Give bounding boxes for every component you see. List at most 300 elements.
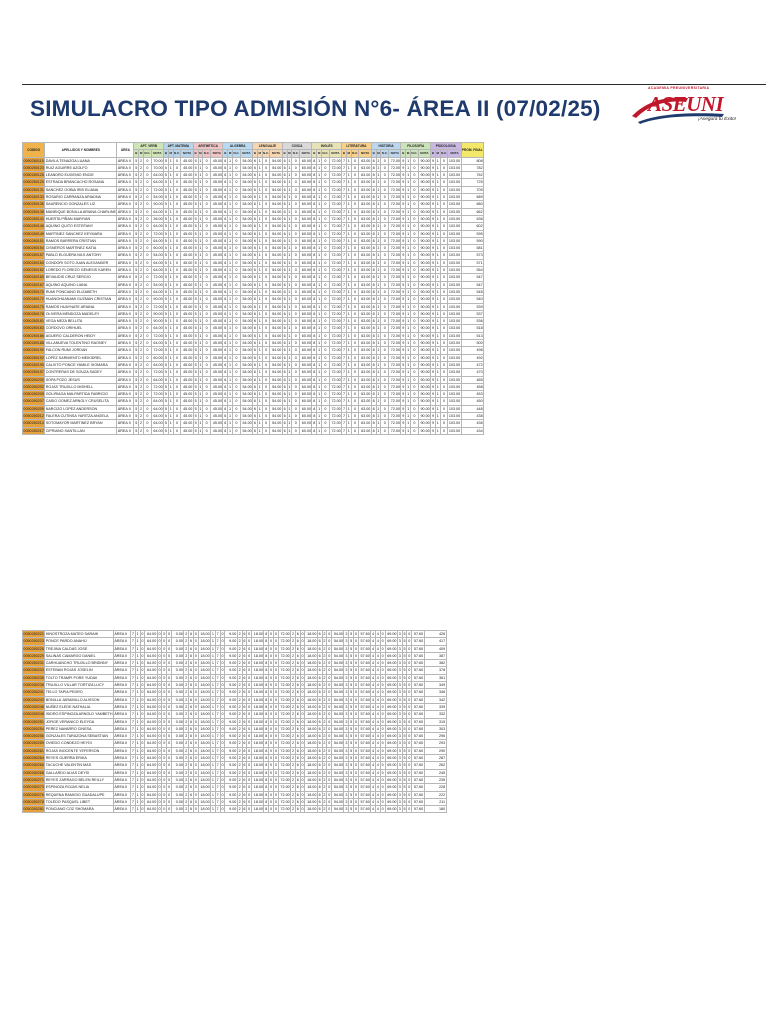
subject-count: 5 bbox=[403, 697, 406, 702]
subject-count: 0 bbox=[411, 245, 419, 252]
student-area: ÁREA II bbox=[117, 369, 134, 376]
subject-count: 0 bbox=[411, 420, 419, 427]
subject-count: 6 bbox=[224, 209, 227, 214]
final-score: 262 bbox=[424, 762, 446, 769]
subject-score: 9.00 bbox=[225, 755, 237, 762]
subject-count: 0 bbox=[381, 807, 384, 812]
subject-count: 0 bbox=[203, 208, 211, 215]
subject-count: 0 bbox=[411, 369, 419, 376]
subject-count: 0 bbox=[354, 799, 357, 804]
subject-count: 6 bbox=[224, 289, 227, 294]
subject-count: 0 bbox=[194, 704, 197, 709]
subject-count: 0 bbox=[143, 259, 151, 266]
subject-count: 6 bbox=[283, 392, 286, 397]
subject-count: 0 bbox=[232, 274, 240, 281]
subject-count: 1 bbox=[318, 421, 321, 426]
subject-count: 1 bbox=[136, 697, 139, 702]
final-score: 492 bbox=[461, 354, 484, 361]
subject-count: 0 bbox=[158, 734, 161, 739]
subject-count: 6 bbox=[283, 158, 286, 163]
subject-count: 1 bbox=[136, 785, 139, 790]
subject-count: 1 bbox=[229, 348, 232, 353]
subject-score: 63.00 bbox=[359, 267, 371, 274]
final-score: 808 bbox=[461, 157, 484, 164]
subject-count: 6 bbox=[253, 253, 256, 258]
subject-count: 7 bbox=[216, 770, 219, 775]
subject-count: 0 bbox=[381, 427, 389, 434]
subject-count: 6 bbox=[253, 428, 256, 433]
subject-count: 0 bbox=[143, 186, 151, 193]
subject-count: 0 bbox=[143, 376, 151, 383]
subject-score: 57.60 bbox=[412, 631, 424, 638]
subject-count: 0 bbox=[221, 690, 224, 695]
subject-count: 7 bbox=[216, 726, 219, 731]
subject-score: 18.00 bbox=[305, 740, 317, 747]
subject-count: 7 bbox=[342, 231, 345, 236]
subject-score: 64.00 bbox=[151, 208, 163, 215]
subject-count: 1 bbox=[377, 377, 380, 382]
subject-count: 1 bbox=[211, 668, 214, 673]
subject-count: 7 bbox=[216, 675, 219, 680]
subject-count: 1 bbox=[288, 268, 291, 273]
subject-count: 0 bbox=[381, 245, 389, 252]
subject-score: 0.00 bbox=[172, 725, 184, 732]
subject-count: 0 bbox=[440, 194, 448, 201]
student-area: ÁREA II bbox=[117, 420, 134, 427]
subject-count: 1 bbox=[377, 216, 380, 221]
subject-score: 54.00 bbox=[332, 740, 344, 747]
subject-count: 8 bbox=[372, 158, 375, 163]
student-code: 0050280170 bbox=[23, 289, 44, 294]
subject-count: 0 bbox=[262, 201, 270, 208]
subject-count: 0 bbox=[354, 661, 357, 666]
student-name: ROSARIO CARRANZA ARIADNA bbox=[45, 194, 117, 201]
subject-count: 5 bbox=[194, 428, 197, 433]
subject-count: 0 bbox=[328, 690, 331, 695]
subject-count: 0 bbox=[274, 807, 277, 812]
subject-count: 0 bbox=[351, 194, 359, 201]
subject-count: 3 bbox=[398, 799, 401, 804]
header-sub-column: M bbox=[199, 151, 202, 156]
subject-count: 2 bbox=[140, 238, 143, 243]
subject-count: 1 bbox=[211, 756, 214, 761]
subject-score: 90.00 bbox=[418, 230, 430, 237]
subject-count: 0 bbox=[292, 288, 300, 295]
subject-count: 0 bbox=[381, 347, 389, 354]
subject-count: 7 bbox=[216, 697, 219, 702]
subject-count: 5 bbox=[403, 807, 406, 812]
subject-count: 7 bbox=[342, 341, 345, 346]
subject-score: 54.00 bbox=[240, 245, 252, 252]
subject-score: 64.00 bbox=[145, 674, 157, 681]
student-area: ÁREA II bbox=[113, 638, 130, 645]
subject-count: 3 bbox=[398, 683, 401, 688]
subject-score: 45.00 bbox=[211, 237, 223, 244]
student-area: ÁREA II bbox=[117, 208, 134, 215]
subject-count: 7 bbox=[216, 712, 219, 717]
subject-count: 6 bbox=[189, 632, 193, 636]
subject-count: 6 bbox=[296, 653, 299, 658]
subject-score: 60.00 bbox=[151, 354, 163, 361]
subject-score: 63.00 bbox=[359, 340, 371, 347]
subject-count: 1 bbox=[407, 355, 410, 360]
subject-count: 2 bbox=[185, 756, 188, 761]
subject-count: 0 bbox=[354, 807, 357, 812]
subject-count: 7 bbox=[216, 741, 219, 746]
subject-count: 6 bbox=[224, 413, 227, 418]
student-code: 0050280183 bbox=[23, 326, 44, 331]
subject-count: 0 bbox=[248, 756, 251, 761]
subject-count: 1 bbox=[211, 734, 214, 739]
header-sub-column: N.C. bbox=[441, 151, 448, 156]
subject-score: 18.00 bbox=[198, 703, 210, 710]
subject-score: 54.00 bbox=[270, 230, 282, 237]
subject-count: 6 bbox=[253, 384, 256, 389]
subject-count: 1 bbox=[258, 216, 261, 221]
subject-count: 1 bbox=[347, 268, 350, 273]
subject-score: 54.00 bbox=[332, 776, 344, 783]
subject-score: 9.00 bbox=[225, 733, 237, 740]
subject-count: 5 bbox=[194, 209, 197, 214]
subject-count: 0 bbox=[203, 237, 211, 244]
subject-count: 4 bbox=[376, 646, 379, 651]
subject-count: 0 bbox=[274, 770, 277, 775]
subject-count: 2 bbox=[140, 282, 143, 287]
subject-score: 45.00 bbox=[211, 252, 223, 259]
subject-count: 0 bbox=[203, 325, 211, 332]
subject-score: 45.00 bbox=[181, 332, 193, 339]
subject-count: 6 bbox=[189, 675, 193, 680]
subject-count: 2 bbox=[140, 421, 143, 426]
subject-count: 6 bbox=[243, 683, 246, 688]
subject-count: 8 bbox=[313, 348, 316, 353]
subject-count: 0 bbox=[322, 281, 330, 288]
subject-count: 0 bbox=[322, 230, 330, 237]
subject-count: 0 bbox=[232, 215, 240, 222]
subject-count: 4 bbox=[376, 675, 379, 680]
subject-count: 1 bbox=[258, 209, 261, 214]
subject-count: 1 bbox=[288, 238, 291, 243]
subject-count: 7 bbox=[342, 399, 345, 404]
table-row bbox=[23, 318, 484, 325]
subject-score: 54.00 bbox=[240, 208, 252, 215]
subject-count: 4 bbox=[372, 712, 375, 717]
subject-count: 0 bbox=[158, 763, 161, 768]
subject-count: 5 bbox=[135, 187, 138, 192]
subject-score: 72.00 bbox=[278, 631, 290, 638]
subject-count: 0 bbox=[173, 412, 181, 419]
subject-count: 0 bbox=[440, 208, 448, 215]
subject-count: 0 bbox=[292, 391, 300, 398]
subject-score: 60.00 bbox=[300, 186, 312, 193]
subject-score: 57.60 bbox=[412, 696, 424, 703]
header-sub-column: M bbox=[139, 151, 143, 156]
student-area: ÁREA II bbox=[117, 412, 134, 419]
subject-score: 69.00 bbox=[385, 747, 397, 754]
subject-count: 1 bbox=[169, 224, 172, 229]
subject-score: 54.00 bbox=[332, 682, 344, 689]
subject-count: 1 bbox=[288, 224, 291, 229]
subject-score: 45.00 bbox=[211, 259, 223, 266]
subject-count: 0 bbox=[351, 310, 359, 317]
subject-count: 0 bbox=[194, 777, 197, 782]
subject-count: 0 bbox=[232, 164, 240, 171]
subject-count: 8 bbox=[372, 370, 375, 375]
subject-count: 0 bbox=[351, 405, 359, 412]
subject-count: 1 bbox=[347, 341, 350, 346]
subject-count: 0 bbox=[351, 179, 359, 186]
subject-count: 1 bbox=[288, 165, 291, 170]
subject-score: 103.00 bbox=[448, 216, 461, 221]
subject-count: 0 bbox=[163, 770, 166, 775]
subject-count: 0 bbox=[440, 223, 448, 230]
subject-count: 0 bbox=[322, 332, 330, 339]
subject-count: 0 bbox=[173, 405, 181, 412]
subject-score: 18.00 bbox=[198, 682, 210, 689]
table-row bbox=[23, 347, 484, 354]
subject-score: 45.00 bbox=[181, 172, 193, 179]
subject-count: 1 bbox=[407, 326, 410, 331]
subject-count: 0 bbox=[328, 799, 331, 804]
subject-count: 0 bbox=[381, 318, 389, 325]
subject-count: 1 bbox=[136, 661, 139, 666]
subject-count: 3 bbox=[398, 704, 401, 709]
subject-count: 2 bbox=[185, 704, 188, 709]
subject-count: 5 bbox=[403, 690, 406, 695]
subject-count: 5 bbox=[194, 282, 197, 287]
subject-count: 1 bbox=[318, 180, 321, 185]
final-score: 547 bbox=[461, 281, 484, 288]
subject-score: 45.00 bbox=[181, 383, 193, 390]
table-row bbox=[23, 645, 447, 652]
subject-count: 2 bbox=[185, 697, 188, 702]
subject-score: 60.00 bbox=[300, 332, 312, 339]
subject-score: 57.60 bbox=[412, 798, 424, 805]
subject-count: 5 bbox=[164, 224, 167, 229]
subject-count: 1 bbox=[288, 399, 291, 404]
subject-score: 60.00 bbox=[300, 281, 312, 288]
subject-count: 8 bbox=[313, 341, 316, 346]
subject-count: 6 bbox=[243, 785, 246, 790]
subject-score: 0.00 bbox=[172, 776, 184, 783]
student-code: 0050280217 bbox=[23, 428, 44, 433]
subject-count: 0 bbox=[274, 675, 277, 680]
subject-count: 3 bbox=[398, 690, 401, 695]
subject-count: 0 bbox=[262, 237, 270, 244]
subject-count: 0 bbox=[168, 726, 171, 731]
subject-score: 60.00 bbox=[300, 398, 312, 405]
subject-count: 5 bbox=[194, 268, 197, 273]
subject-count: 1 bbox=[169, 158, 172, 163]
subject-count: 2 bbox=[323, 763, 326, 768]
subject-count: 9 bbox=[402, 304, 405, 309]
subject-count: 0 bbox=[232, 383, 240, 390]
subject-count: 8 bbox=[372, 165, 375, 170]
subject-count: 4 bbox=[372, 675, 375, 680]
subject-count: 0 bbox=[292, 398, 300, 405]
subject-count: 1 bbox=[199, 297, 202, 302]
subject-count: 1 bbox=[136, 719, 139, 724]
subject-count: 1 bbox=[436, 384, 439, 389]
table-row bbox=[23, 755, 447, 762]
subject-count: 2 bbox=[323, 704, 326, 709]
subject-count: 6 bbox=[243, 639, 246, 644]
subject-count: 0 bbox=[163, 756, 166, 761]
subject-score: 45.00 bbox=[211, 376, 223, 383]
subject-count: 3 bbox=[345, 639, 348, 644]
subject-count: 1 bbox=[169, 165, 172, 170]
subject-count: 0 bbox=[440, 179, 448, 186]
subject-count: 0 bbox=[168, 785, 171, 790]
subject-count: 8 bbox=[372, 297, 375, 302]
subject-count: 6 bbox=[224, 304, 227, 309]
subject-count: 1 bbox=[347, 289, 350, 294]
subject-count: 0 bbox=[168, 741, 171, 746]
subject-count: 3 bbox=[398, 646, 401, 651]
subject-count: 0 bbox=[440, 164, 448, 171]
subject-count: 6 bbox=[224, 370, 227, 375]
subject-count: 1 bbox=[199, 253, 202, 258]
subject-count: 5 bbox=[403, 799, 406, 804]
subject-score: 72.00 bbox=[151, 347, 163, 354]
subject-count: 4 bbox=[372, 748, 375, 753]
subject-count: 1 bbox=[211, 799, 214, 804]
subject-count: 0 bbox=[168, 683, 171, 688]
subject-count: 3 bbox=[398, 639, 401, 644]
subject-count: 7 bbox=[131, 697, 134, 702]
subject-count: 1 bbox=[199, 406, 202, 411]
subject-count: 0 bbox=[381, 383, 389, 390]
subject-count: 1 bbox=[407, 165, 410, 170]
subject-count: 0 bbox=[381, 208, 389, 215]
subject-count: 0 bbox=[143, 296, 151, 303]
subject-score: 54.00 bbox=[332, 733, 344, 740]
subject-count: 0 bbox=[270, 668, 273, 673]
subject-score: 72.00 bbox=[329, 215, 341, 222]
subject-count: 0 bbox=[158, 807, 161, 812]
header-row-subjects bbox=[23, 143, 484, 150]
subject-count: 0 bbox=[173, 259, 181, 266]
student-code: 0050280209 bbox=[23, 406, 44, 411]
subject-count: 0 bbox=[248, 668, 251, 673]
subject-count: 0 bbox=[292, 237, 300, 244]
subject-score: 45.00 bbox=[211, 391, 223, 398]
subject-count: 1 bbox=[288, 319, 291, 324]
subject-count: 6 bbox=[253, 333, 256, 338]
subject-count: 8 bbox=[313, 406, 316, 411]
subject-count: 6 bbox=[283, 238, 286, 243]
subject-score: 18.00 bbox=[198, 762, 210, 769]
subject-count: 0 bbox=[168, 719, 171, 724]
subject-count: 6 bbox=[253, 362, 256, 367]
subject-count: 9 bbox=[431, 180, 435, 185]
subject-count: 7 bbox=[342, 326, 345, 331]
subject-score: 72.00 bbox=[278, 806, 290, 813]
subject-score: 72.00 bbox=[389, 164, 401, 171]
subject-count: 0 bbox=[440, 157, 448, 164]
subject-count: 0 bbox=[408, 792, 411, 797]
subject-count: 6 bbox=[283, 260, 286, 265]
subject-score: 72.00 bbox=[329, 412, 341, 419]
header-subject: FILOSOFÍA bbox=[401, 143, 431, 150]
subject-count: 1 bbox=[377, 238, 380, 243]
subject-count: 6 bbox=[253, 421, 256, 426]
subject-count: 1 bbox=[318, 333, 321, 338]
subject-count: 0 bbox=[262, 412, 270, 419]
subject-score: 63.00 bbox=[359, 391, 371, 398]
subject-count: 5 bbox=[194, 260, 197, 265]
subject-count: 8 bbox=[265, 675, 268, 680]
subject-score: 45.00 bbox=[181, 354, 193, 361]
subject-count: 6 bbox=[283, 428, 286, 433]
subject-count: 0 bbox=[328, 719, 331, 724]
subject-count: 2 bbox=[185, 639, 188, 644]
subject-count: 0 bbox=[354, 777, 357, 782]
subject-count: 0 bbox=[221, 726, 224, 731]
subject-score: 64.00 bbox=[145, 631, 157, 638]
subject-score: 54.00 bbox=[270, 288, 282, 295]
student-code: 0050280268 bbox=[23, 770, 44, 775]
subject-count: 0 bbox=[322, 245, 330, 252]
subject-score: 9.00 bbox=[225, 718, 237, 725]
subject-count: 0 bbox=[270, 726, 273, 731]
subject-count: 0 bbox=[328, 675, 331, 680]
subject-count: 0 bbox=[411, 157, 419, 164]
student-name: SOTOMAYOR MARTINEZ BRYAN bbox=[45, 420, 117, 427]
subject-score: 90.00 bbox=[418, 157, 430, 164]
subject-count: 1 bbox=[318, 377, 321, 382]
header-sub-column: N.C. bbox=[203, 151, 210, 156]
subject-score: 57.60 bbox=[412, 762, 424, 769]
header-sub-column: NOTA bbox=[300, 150, 312, 157]
subject-count: 0 bbox=[381, 741, 384, 746]
subject-count: 0 bbox=[168, 770, 171, 775]
subject-score: 54.00 bbox=[240, 230, 252, 237]
subject-score: 18.00 bbox=[252, 631, 264, 638]
subject-count: 5 bbox=[135, 297, 138, 302]
subject-count: 1 bbox=[407, 246, 410, 251]
subject-score: 103.00 bbox=[448, 209, 461, 214]
subject-score: 72.00 bbox=[389, 208, 401, 215]
subject-count: 4 bbox=[376, 785, 379, 790]
subject-count: 0 bbox=[351, 412, 359, 419]
subject-count: 7 bbox=[216, 748, 219, 753]
subject-score: 54.00 bbox=[240, 332, 252, 339]
subject-score: 54.00 bbox=[270, 369, 282, 376]
subject-count: 5 bbox=[350, 799, 353, 804]
student-area: ÁREA II bbox=[117, 427, 134, 434]
student-area: ÁREA II bbox=[117, 194, 134, 201]
subject-count: 4 bbox=[376, 639, 379, 644]
subject-count: 0 bbox=[173, 215, 181, 222]
subject-count: 0 bbox=[381, 777, 384, 782]
subject-score: 18.00 bbox=[252, 652, 264, 659]
subject-count: 4 bbox=[376, 748, 379, 753]
subject-score: 45.00 bbox=[211, 186, 223, 193]
subject-count: 0 bbox=[232, 412, 240, 419]
subject-count: 6 bbox=[296, 704, 299, 709]
subject-count: 3 bbox=[345, 719, 348, 724]
subject-count: 1 bbox=[199, 202, 202, 207]
subject-count: 0 bbox=[262, 208, 270, 215]
subject-count: 5 bbox=[350, 726, 353, 731]
subject-count: 8 bbox=[372, 392, 375, 397]
subject-count: 6 bbox=[296, 770, 299, 775]
subject-count: 2 bbox=[291, 763, 294, 768]
header-sub-column: NOTA bbox=[359, 150, 371, 157]
student-name: OLIVERA MENDOZA MADELEY bbox=[45, 310, 117, 317]
subject-count: 0 bbox=[292, 405, 300, 412]
